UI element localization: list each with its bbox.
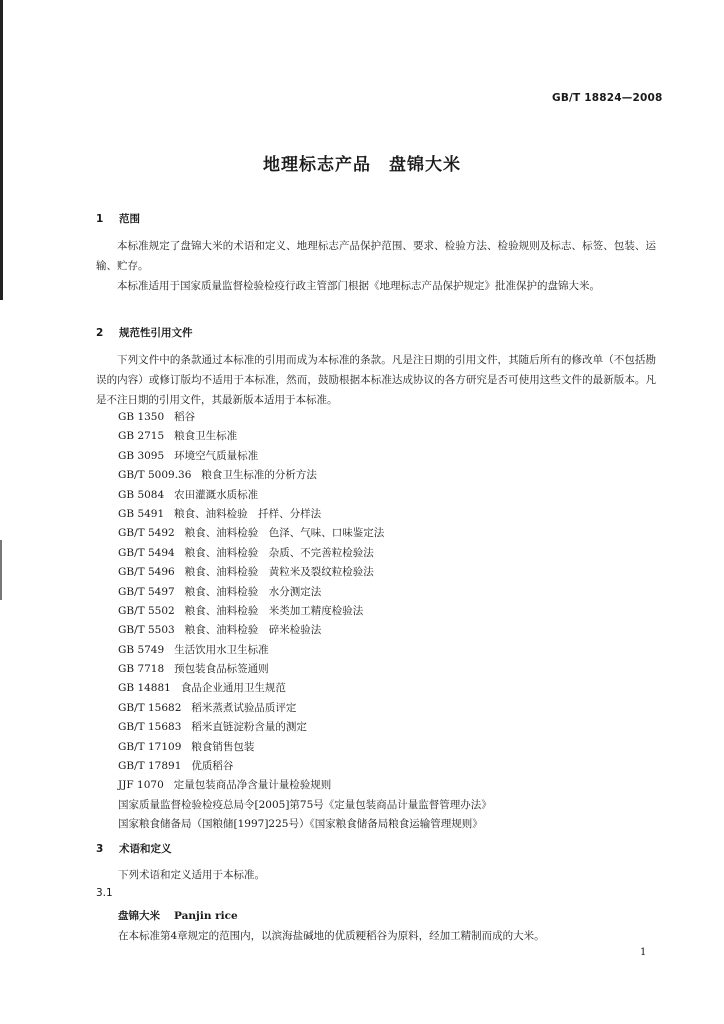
reference-title: 生活饮用水卫生标准	[174, 643, 269, 656]
reference-item	[118, 447, 492, 466]
reference-code: GB/T 5497	[118, 585, 175, 598]
reference-code: GB 3095	[118, 449, 165, 462]
section-number: 2	[96, 327, 104, 339]
reference-code: GB/T 5503	[118, 624, 175, 637]
section-heading	[96, 211, 140, 226]
paragraph: 下列文件中的条款通过本标准的引用而成为本标准的条款。凡是注日期的引用文件，其随后所有的修改单（不包括勘误的内容）或修订版均不适用于本标准，然而，鼓励根据本标准达成协议的各方研究是否可使用这些文件的最新版本。凡是不注日期的引用文件，其最新版本适用于本标准。	[96, 354, 656, 406]
reference-code: GB 1350	[118, 411, 165, 423]
section-title: 规范性引用文件	[119, 327, 193, 339]
reference-title: 粮食、油料检验 杂质、不完善粒检验法	[184, 546, 374, 559]
reference-code: GB 5749	[118, 643, 165, 656]
section-number: 3	[96, 843, 104, 855]
document-title: 地理标志产品 盘锦大米	[263, 155, 461, 175]
term-definition: 在本标准第4章规定的范围内，以滨海盐碱地的优质粳稻谷为原料，经加工精制而成的大米。	[118, 930, 545, 942]
reference-code: JJF 1070	[118, 779, 164, 792]
reference-item	[118, 699, 492, 718]
reference-list	[118, 408, 492, 835]
reference-title: 稻米蒸煮试验品质评定	[191, 701, 297, 714]
reference-code: GB/T 5009.36	[118, 469, 192, 482]
reference-title: 粮食卫生标准的分析方法	[201, 469, 317, 482]
scan-edge-mark	[0, 540, 2, 600]
standard-code: GB/T 18824—2008	[552, 92, 663, 104]
reference-title: 环境空气质量标准	[174, 449, 259, 462]
reference-code: GB 7718	[118, 663, 165, 676]
reference-item	[118, 505, 492, 524]
reference-title: 优质稻谷	[191, 760, 234, 773]
reference-code: GB 2715	[118, 430, 165, 443]
reference-code: GB/T 15682	[118, 701, 182, 714]
reference-item	[118, 660, 492, 679]
reference-item	[118, 738, 492, 757]
reference-code: GB/T 17109	[118, 740, 182, 753]
reference-title: 食品企业通用卫生规范	[180, 682, 286, 695]
term-entry	[118, 908, 238, 923]
paragraph: 下列术语和定义适用于本标准。	[118, 869, 265, 881]
reference-title: 粮食、油料检验 水分测定法	[184, 585, 322, 598]
reference-title: 粮食、油料检验 黄粒米及裂纹粒检验法	[184, 566, 374, 579]
reference-title: 粮食、油料检验 色泽、气味、口味鉴定法	[184, 527, 385, 540]
reference-code: GB/T 5502	[118, 604, 175, 617]
reference-item	[118, 718, 492, 737]
reference-item	[118, 583, 492, 602]
reference-item	[118, 524, 492, 543]
reference-item	[118, 602, 492, 621]
reference-title: 国家质量监督检验检疫总局令[2005]第75号《定量包装商品计量监督管理办法》	[118, 798, 492, 811]
reference-item	[118, 679, 492, 698]
reference-title: 稻谷	[174, 411, 196, 423]
reference-title: 粮食、油料检验 扦样、分样法	[174, 507, 322, 520]
section-title: 术语和定义	[119, 843, 172, 855]
reference-item	[118, 621, 492, 640]
reference-code: GB 14881	[118, 682, 171, 695]
paragraph: 本标准规定了盘锦大米的术语和定义、地理标志产品保护范围、要求、检验方法、检验规则及标志、标签、包装、运输、贮存。	[96, 240, 656, 272]
section-number: 1	[96, 213, 104, 225]
reference-item	[118, 641, 492, 660]
page-number: 1	[640, 947, 647, 958]
section-title: 范围	[119, 213, 140, 225]
subsection-number: 3.1	[96, 887, 113, 899]
reference-title: 国家粮食储备局（国粮储[1997]225号）《国家粮食储备局粮食运输管理规则》	[118, 818, 483, 831]
reference-title: 粮食销售包装	[191, 740, 255, 753]
term-chinese: 盘锦大米	[118, 910, 160, 922]
reference-title: 粮食、油料检验 米类加工精度检验法	[184, 604, 364, 617]
reference-code: GB/T 5494	[118, 546, 175, 559]
reference-item	[118, 466, 492, 485]
term-english: Panjin rice	[174, 910, 238, 922]
reference-item	[118, 544, 492, 563]
reference-code: GB/T 5492	[118, 527, 175, 540]
reference-title: 粮食、油料检验 碎米检验法	[184, 624, 322, 637]
paragraph: 本标准适用于国家质量监督检验检疫行政主管部门根据《地理标志产品保护规定》批准保护的盘锦大米。	[117, 280, 600, 292]
reference-item	[118, 563, 492, 582]
reference-title: 预包装食品标签通则	[174, 663, 269, 676]
reference-item	[118, 408, 492, 427]
reference-title: 粮食卫生标准	[174, 430, 238, 443]
reference-code: GB/T 5496	[118, 566, 175, 579]
reference-item	[118, 815, 492, 834]
reference-item	[118, 757, 492, 776]
section-heading	[96, 325, 193, 340]
reference-title: 稻米直链淀粉含量的测定	[191, 721, 307, 734]
reference-item	[118, 427, 492, 446]
reference-code: GB 5084	[118, 488, 165, 501]
reference-item	[118, 776, 492, 795]
reference-code: GB/T 17891	[118, 760, 182, 773]
reference-code: GB 5491	[118, 507, 165, 520]
reference-title: 农田灌溉水质标准	[174, 488, 259, 501]
reference-item	[118, 486, 492, 505]
section-heading	[96, 841, 172, 856]
reference-item	[118, 796, 492, 815]
reference-code: GB/T 15683	[118, 721, 182, 734]
reference-title: 定量包装商品净含量计量检验规则	[173, 779, 332, 792]
